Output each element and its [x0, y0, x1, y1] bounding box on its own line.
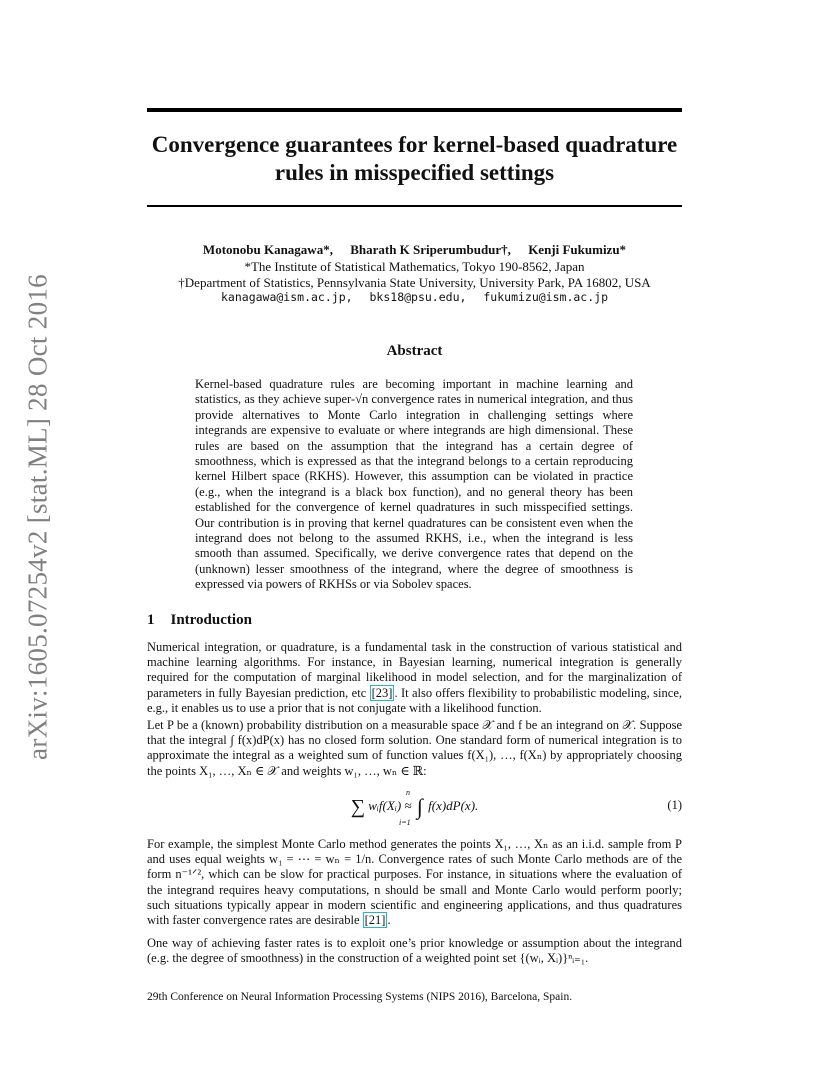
section-number: 1	[147, 612, 155, 628]
equation-body	[147, 794, 682, 820]
citation-link[interactable]: [23]	[371, 685, 393, 700]
title-line-2: rules in misspecified settings	[274, 160, 555, 185]
conference-footnote: 29th Conference on Neural Information Processing Systems (NIPS 2016), Barcelona, Spain.	[147, 991, 573, 1003]
paragraph-text: . It also offers flexibility to probabilistic modeling, since, e.g., it enables us to use a prior that is not conjugate with a likelihood function.	[147, 685, 682, 715]
integral-symbol: ∫	[416, 794, 423, 819]
email-address: bks18@psu.edu,	[369, 290, 467, 304]
sum-lower-limit: i=1	[399, 818, 411, 827]
affiliation-2: †Department of Statistics, Pennsylvania State University, University Park, PA 16802, USA	[178, 275, 651, 290]
author-list	[147, 242, 682, 258]
author-name: Bharath K Sriperumbudur†,	[350, 242, 511, 257]
equation-number: (1)	[667, 798, 682, 812]
author-emails	[147, 290, 682, 304]
paragraph-text: Numerical integration, or quadrature, is a fundamental task in the construction of various statistical and machine learning algorithms. For instance, in Bayesian learning, numerical integration is generally required for the computation of marginal likelihood in model selection, and for the marginalization of parameters in fully Bayesian prediction, etc	[147, 640, 682, 700]
paragraph-text: For example, the simplest Monte Carlo method generates the points X₁, …, Xₙ as an i.i.d. sample from P and uses equal weights w₁ = ⋯ = wₙ = 1/n. Convergence rates of such Monte Carlo methods are of the form n⁻¹ᐟ², which can be slow for practical purposes. For instance, in situations where the evaluation of the integrand requires heavy computations, n should be small and Monte Carlo would perform poorly; such situations typically appear in modern scientific and engineering applications, and thus quadratures with faster convergence rates are desirable	[147, 837, 682, 928]
paper-title	[147, 131, 682, 187]
equation-1	[147, 788, 682, 830]
author-name: Kenji Fukumizu*	[528, 242, 627, 257]
intro-paragraph-1	[147, 640, 682, 716]
equation-lhs: wᵢf(Xᵢ) ≈	[368, 798, 412, 813]
arxiv-side-stamp	[18, 274, 58, 760]
affiliation-1: *The Institute of Statistical Mathematics, Tokyo 190-8562, Japan	[244, 259, 585, 274]
title-top-rule	[147, 108, 682, 112]
intro-paragraph-2: Let P be a (known) probability distribution on a measurable space 𝒳 and f be an integrand on 𝒳. Suppose that the integral ∫ f(x)dP(x) has no closed form solution. One standard form of numerical integration is to approximate the integral as a weighted sum of function values f(X₁), …, f(Xₙ) by appropriately choosing the points X₁, …, Xₙ ∈ 𝒳 and weights w₁, …, wₙ ∈ ℝ:	[147, 718, 682, 778]
equation-rhs: f(x)dP(x).	[428, 798, 479, 813]
title-bottom-rule	[147, 205, 682, 207]
title-line-1: Convergence guarantees for kernel-based quadrature	[151, 132, 678, 157]
intro-paragraph-3	[147, 837, 682, 928]
section-heading	[147, 612, 252, 629]
email-address: kanagawa@ism.ac.jp,	[221, 290, 353, 304]
summation-symbol: ∑	[350, 796, 365, 818]
abstract-text: Kernel-based quadrature rules are becoming important in machine learning and statistics, as they achieve super-√n convergence rates in numerical integration, and thus provide alternatives to Monte Carlo integration in challenging settings where integrands are expensive to evaluate or where integrands are high dimensional. These rules are based on the assumption that the integrand has a certain degree of smoothness, which is expressed as that the integrand belongs to a certain reproducing kernel Hilbert space (RKHS). However, this assumption can be violated in practice (e.g., when the integrand is a black box function), and no general theory has been established for the convergence of kernel quadratures in such misspecified settings. Our contribution is in proving that kernel quadratures can be consistent even when the integrand does not belong to the assumed RKHS, i.e., when the integrand is less smooth than assumed. Specifically, we derive convergence rates that depend on the (unknown) lesser smoothness of the integrand, where the degree of smoothness is expressed via powers of RKHSs or via Sobolev spaces.	[195, 377, 633, 592]
email-address: fukumizu@ism.ac.jp	[483, 290, 608, 304]
intro-paragraph-4: One way of achieving faster rates is to exploit one’s prior knowledge or assumption about the integrand (e.g. the degree of smoothness) in the construction of a weighted point set {(wᵢ, Xᵢ)}ⁿᵢ₌₁.	[147, 936, 682, 966]
author-name: Motonobu Kanagawa*,	[202, 242, 333, 257]
section-title: Introduction	[170, 612, 252, 628]
paragraph-text: .	[387, 913, 391, 928]
arxiv-identifier: arXiv:1605.07254v2 [stat.ML] 28 Oct 2016	[22, 274, 53, 760]
abstract-heading: Abstract	[386, 343, 443, 359]
sum-upper-limit: n	[406, 788, 410, 797]
citation-link[interactable]: [21]	[364, 913, 386, 928]
